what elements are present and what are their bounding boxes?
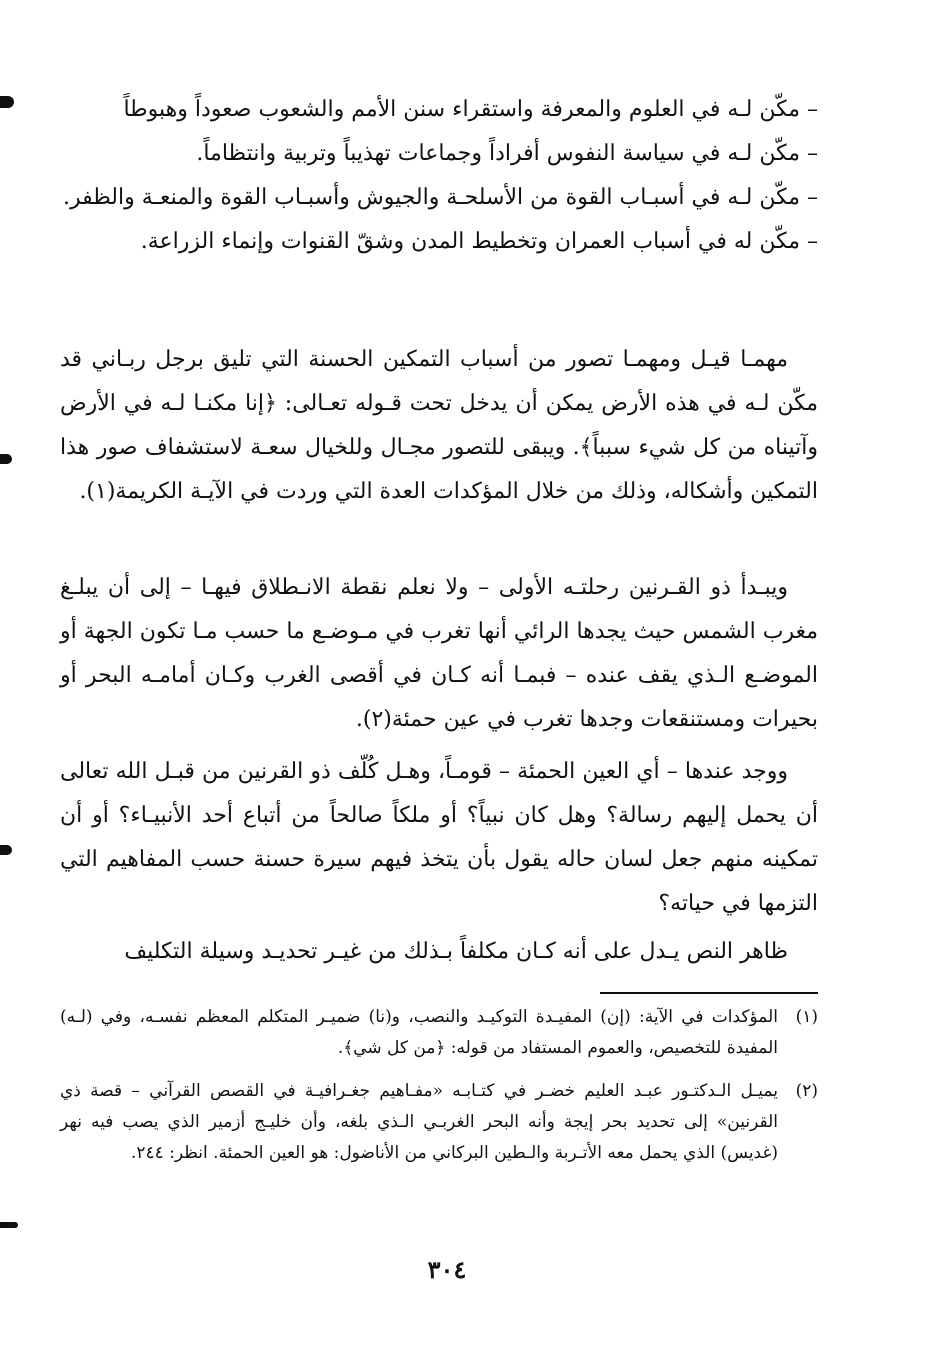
footnote xyxy=(60,1002,818,1064)
bullet-item: – مكّن له في أسباب العمران وتخطيط المدن وشقّ القنوات وإنماء الزراعة. xyxy=(140,229,818,254)
body-paragraph: ظاهر النص يـدل على أنه كـان مكلفاً بـذلك من غيـر تحديـد وسيلة التكليف xyxy=(124,939,788,964)
footnotes xyxy=(60,1002,818,1169)
footnote-divider xyxy=(600,992,818,994)
footnote-number: (٢) xyxy=(795,1081,818,1101)
body-paragraph: مهمـا قيـل ومهمـا تصور من أسباب التمكين الحسنة التي تليق برجل ربـاني قد مكّن لـه في هذه الأرض يمكن أن يدخل تحت قـوله تعـالى: ﴿إنا مكنـا لـه في الأرض وآتيناه من كل شيء سبباً﴾. ويبقى للتصور مجـال وللخيال سعـة لاستشفاف صور هذا التمكين وأشكاله، وذلك من خلال المؤكدات العدة التي وردت في الآيـة الكريمة(١). xyxy=(60,347,818,504)
bullet-list xyxy=(60,88,818,264)
body-paragraph: ويبـدأ ذو القـرنين رحلتـه الأولى – ولا نعلم نقطة الانـطلاق فيهـا – إلى أن يبلـغ مغرب الشمس حيث يجدها الرائي أنها تغرب في مـوضـع ما حسب مـا تكون الجهة أو الموضـع الـذي يقف عنده – فبمـا أنه كـان في أقصى الغرب وكـان أمامـه البحر أو بحيرات ومستنقعات وجدها تغرب في عين حمئة(٢). xyxy=(60,575,818,732)
footnote-text: المؤكدات في الآية: (إن) المفيـدة التوكيـد والنصب، و(نا) ضميـر المتكلم المعظم نفسـه، وفي (لـه) المفيدة للتخصيص، والعموم المستفاد من قوله: ﴿من كل شي﴾. xyxy=(60,1007,778,1058)
scan-edge-mark xyxy=(0,454,12,464)
page-number: ٣٠٤ xyxy=(427,1255,467,1284)
footnote-number: (١) xyxy=(795,1007,818,1027)
bullet-item: – مكّن لـه في أسبـاب القوة من الأسلحـة والجيوش وأسبـاب القوة والمنعـة والظفر. xyxy=(62,185,818,210)
body-paragraph: ووجد عندها – أي العين الحمئة – قومـاً، وهـل كُلّف ذو القرنين من قبـل الله تعالى أن يحمل إليهم رسالة؟ وهل كان نبياً؟ أو ملكاً صالحاً من أتباع أحد الأنبيـاء؟ أو أن تمكينه منهم جعل لسان حاله يقول بأن يتخذ فيهم سيرة حسنة حسب المفاهيم التي التزمها في حياته؟ xyxy=(60,759,818,916)
footnote-text: يميـل الـدكتـور عبـد العليم خضـر في كتـابـه «مفـاهيم جغـرافيـة في القصص القرآني – قصة ذي القرنين» إلى تحديد بحر إيجة وأنه البحر الغربـي الـذي بلغه، وأن خليـج أزمير الذي يصب فيه نهر (غديس) الذي يحمل معه الأتـربة والـطين البركاني من الأناضول: هو العين الحمئة. انظر: ٢٤٤. xyxy=(60,1081,778,1163)
scan-edge-mark xyxy=(0,1222,18,1228)
scan-edge-mark xyxy=(0,845,12,855)
bullet-item: – مكّن لـه في سياسة النفوس أفراداً وجماعات تهذيباً وتربية وانتظاماً. xyxy=(196,141,818,166)
footnote xyxy=(60,1076,818,1169)
scan-edge-mark xyxy=(0,96,14,108)
bullet-item: – مكّن لـه في العلوم والمعرفة واستقراء سنن الأمم والشعوب صعوداً وهبوطاً xyxy=(123,97,818,122)
